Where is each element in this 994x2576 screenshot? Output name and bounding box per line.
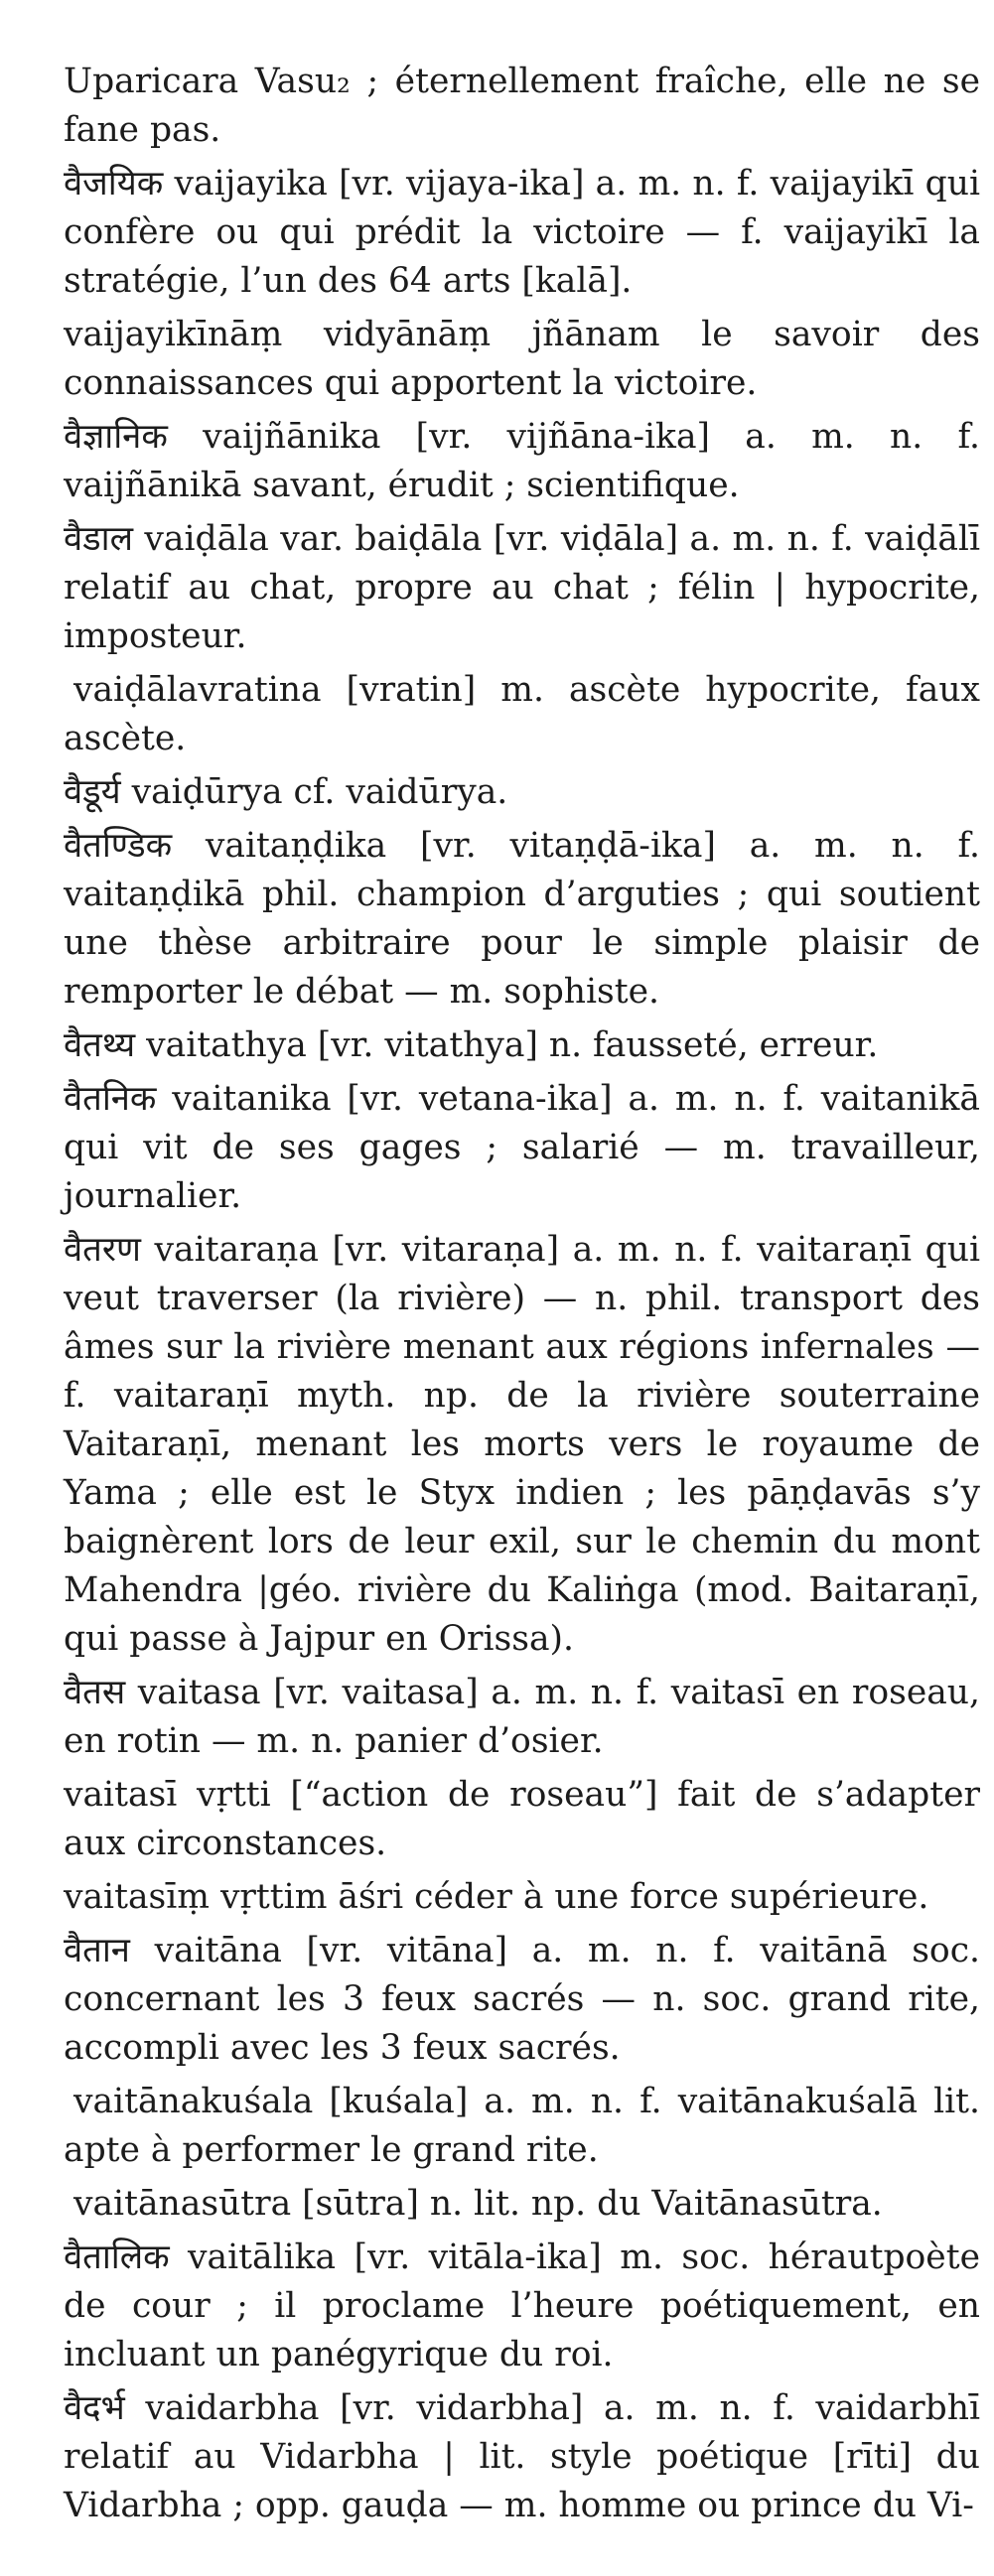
entry-vaitanika: वैतनिक vaitanika [vr. vetana-ika] a. m. n. f. vaitanikā qui vit de ses gages ; salarié — m. travailleur, journalier. [64,1079,980,1216]
entry-vaitarana: वैतरण vaitaraṇa [vr. vitaraṇa] a. m. n. f. vaitaraṇī qui veut traverser (la rivière) — n. phil. transport des âmes sur la rivière menant aux régions infernales — f. vaitaraṇī myth. np. de la rivière souterraine Vaitaraṇī, menant les morts vers le royaume de Yama ; elle est le Styx indien ; les pāṇḍavās s’y baignèrent lors de leur exil, sur le chemin du mont Mahendra |géo. rivière du Kaliṅga (mod. Baitaraṇī, qui passe à Jajpur en Orissa). [64,1230,980,1659]
subentry-vaijayikinam-vidyanam: vaijayikīnāṃ vidyānāṃ jñānam le savoir des connaissances qui apportent la victoire. [64,315,980,403]
entry-vaitasa: वैतस vaitasa [vr. vaitasa] a. m. n. f. vaitasī en roseau, en rotin — m. n. panier d’osier. [64,1673,980,1761]
subentry-vaitasim-vrttim: vaitasīṃ vṛttim āśri céder à une force supérieure. [64,1877,929,1917]
entry-vaijayika: वैजयिक vaijayika [vr. vijaya-ika] a. m. n. f. vaijayikī qui confère ou qui prédit la victoire — f. vaijayikī la stratégie, l’un des 64 arts [kalā]. [64,164,980,301]
entry-vaitandika: वैतण्डिक vaitaṇḍika [vr. vitaṇḍā-ika] a. m. n. f. vaitaṇḍikā phil. champion d’arguties ; qui soutient une thèse arbitraire pour le simple plaisir de remporter le débat — m. sophiste. [64,826,980,1012]
entry-vaidala: वैडाल vaiḍāla var. baiḍāla [vr. viḍāla] a. m. n. f. vaiḍālī relatif au chat, propre au chat ; félin | hypocrite, imposteur. [64,519,980,656]
entry-vaidurya: वैडूर्य vaiḍūrya cf. vaidūrya. [64,772,508,812]
entry-vaidarbha: वैदर्भ vaidarbha [vr. vidarbha] a. m. n. f. vaidarbhī relatif au Vidarbha | lit. style poétique [rīti] du Vidarbha ; opp. gauḍa — m. homme ou prince du Vi- [64,2388,980,2525]
entry-continuation: Uparicara Vasu₂ ; éternellement fraîche, elle ne se fane pas. [64,62,980,150]
entry-vaitathya: वैतथ्य vaitathya [vr. vitathya] n. fausseté, erreur. [64,1025,879,1065]
subentry-vaidalavratina: vaiḍālavratina [vratin] m. ascète hypocrite, faux ascète. [64,670,980,758]
entry-vaitalika: वैतालिक vaitālika [vr. vitāla-ika] m. soc. hérautpoète de cour ; il proclame l’heure poétiquement, en incluant un panégyrique du roi. [64,2237,980,2374]
entry-vaitana: वैतान vaitāna [vr. vitāna] a. m. n. f. vaitānā soc. concernant les 3 feux sacrés — n. soc. grand rite, accompli avec les 3 feux sacrés. [64,1931,980,2068]
subentry-vaitanasutra: vaitānasūtra [sūtra] n. lit. np. du Vaitānasūtra. [73,2184,883,2224]
subentry-vaitasi-vrtti: vaitasī vṛtti [“action de roseau”] fait de s’adapter aux circonstances. [64,1775,980,1863]
subentry-vaitanakusala: vaitānakuśala [kuśala] a. m. n. f. vaitānakuśalā lit. apte à performer le grand rite. [64,2082,980,2170]
entry-vaijnanika: वैज्ञानिक vaijñānika [vr. vijñāna-ika] a. m. n. f. vaijñānikā savant, érudit ; scientifique. [64,417,980,505]
